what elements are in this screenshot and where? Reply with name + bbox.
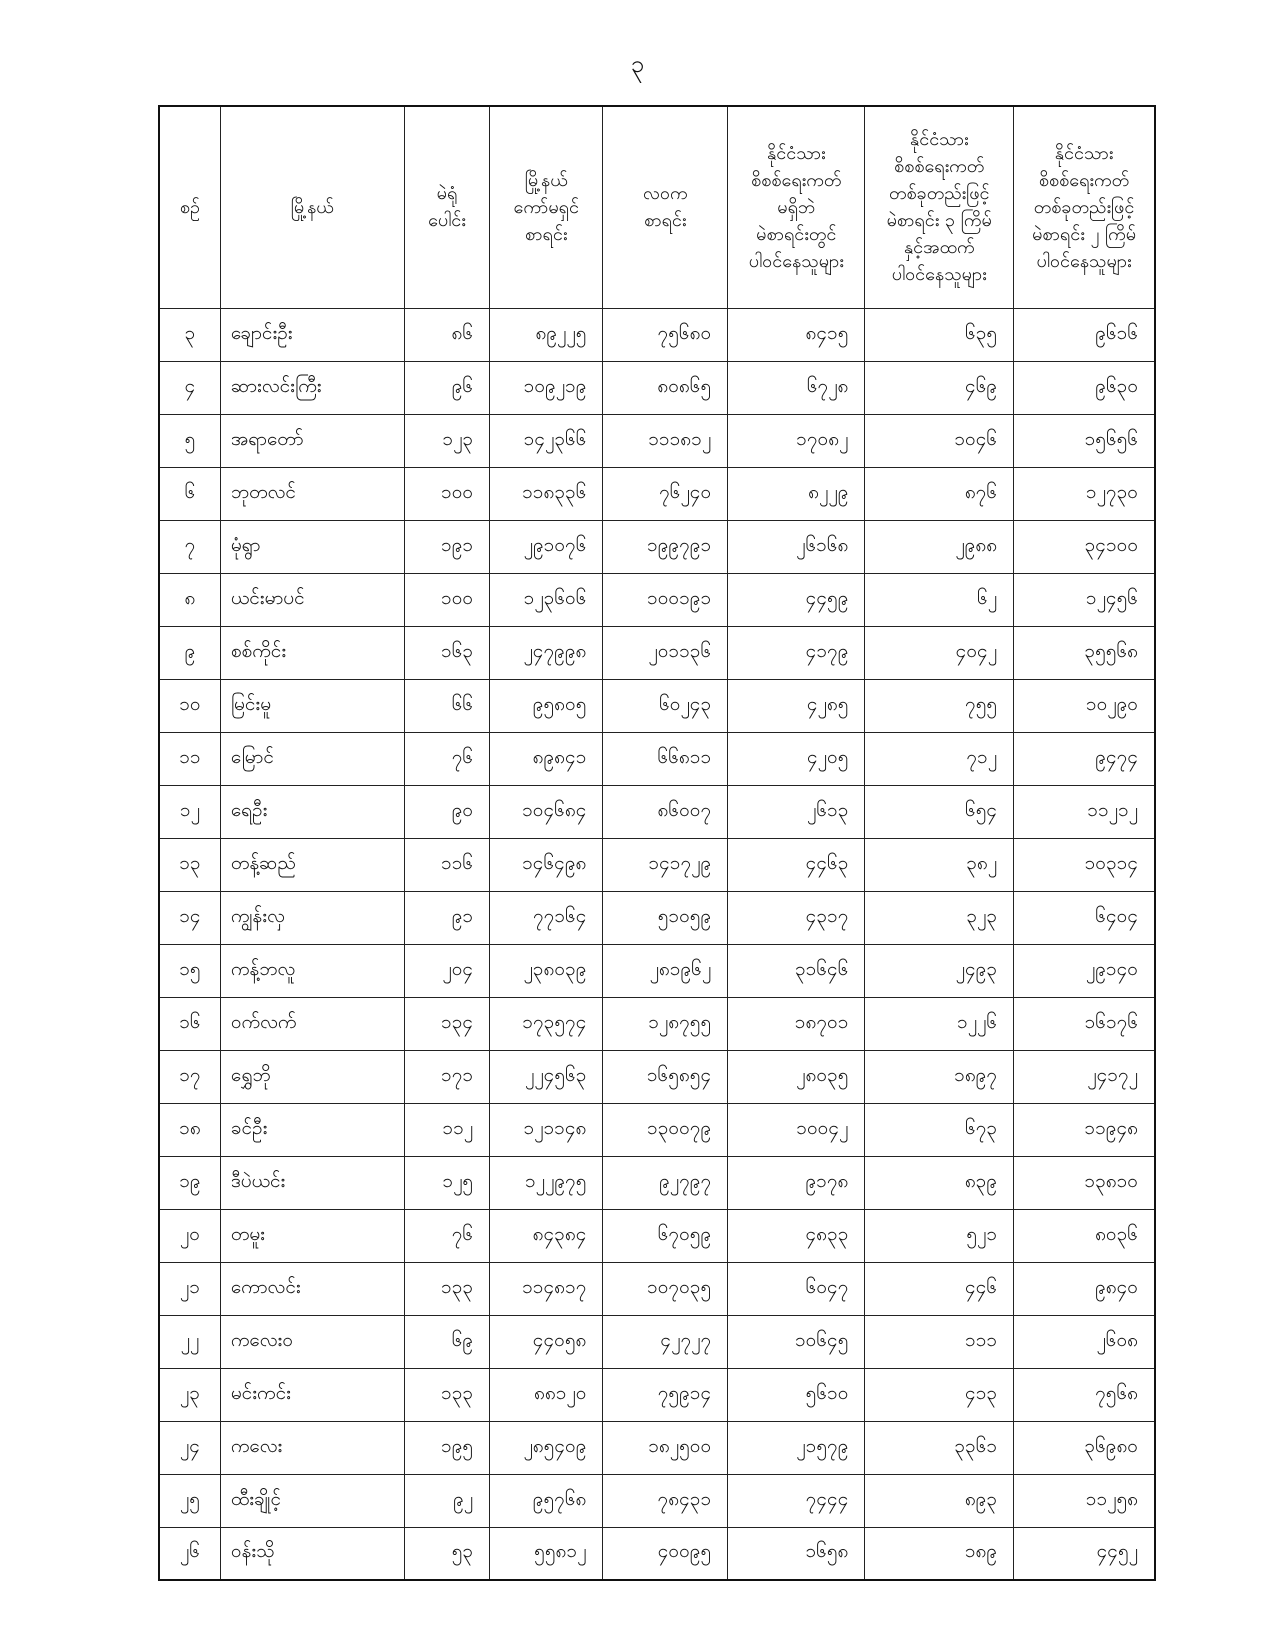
same-id-3plus-cell: ၄၄၆ — [865, 1262, 1014, 1315]
polling-stations-cell: ၁၃၄ — [404, 997, 489, 1050]
table-header-row — [159, 106, 1155, 308]
without-id-cell: ၈၄၁၅ — [728, 308, 865, 361]
same-id-3plus-cell: ၈၇၆ — [865, 467, 1014, 520]
township-cell: မြောင် — [220, 732, 404, 785]
same-id-3plus-cell: ၆၃၅ — [865, 308, 1014, 361]
table-body — [159, 308, 1155, 1580]
immigration-list-cell: ၇၅၆၈၀ — [603, 308, 728, 361]
serial-cell: ၂၂ — [159, 1315, 220, 1368]
township-cell: ကလေးဝ — [220, 1315, 404, 1368]
same-id-2x-cell: ၆၄၀၄ — [1014, 891, 1155, 944]
polling-stations-cell: ၁၂၃ — [404, 414, 489, 467]
commission-list-cell: ၁၂၁၁၄၈ — [490, 1103, 603, 1156]
same-id-2x-cell: ၁၁၉၄၈ — [1014, 1103, 1155, 1156]
serial-cell: ၁၀ — [159, 679, 220, 732]
township-cell: ကောလင်း — [220, 1262, 404, 1315]
township-cell: ကလေး — [220, 1421, 404, 1474]
without-id-cell: ၄၄၆၃ — [728, 838, 865, 891]
table-row — [159, 1156, 1155, 1209]
same-id-2x-cell: ၃၄၁၀၀ — [1014, 520, 1155, 573]
table-row — [159, 838, 1155, 891]
same-id-3plus-cell: ၃၂၃ — [865, 891, 1014, 944]
polling-stations-cell: ၁၂၅ — [404, 1156, 489, 1209]
immigration-list-cell: ၇၆၂၄၀ — [603, 467, 728, 520]
without-id-cell: ၆၇၂၈ — [728, 361, 865, 414]
without-id-cell: ၄၄၅၉ — [728, 573, 865, 626]
header-line: မရှိဘဲ — [777, 196, 816, 218]
header-line: တစ်ခုတည်းဖြင့် — [888, 183, 990, 205]
commission-list-cell: ၁၀၄၆၈၄ — [490, 785, 603, 838]
header-line: စိစစ်ရေးကတ် — [751, 169, 842, 191]
township-cell: ဆားလင်းကြီး — [220, 361, 404, 414]
township-cell: ရေဦး — [220, 785, 404, 838]
polling-stations-cell: ၇၆ — [404, 732, 489, 785]
header-line: မဲစာရင်းတွင် — [756, 223, 837, 245]
table-row — [159, 467, 1155, 520]
header-line: စိစစ်ရေးကတ် — [894, 156, 985, 178]
serial-cell: ၁၉ — [159, 1156, 220, 1209]
commission-list-cell: ၉၅၈၀၅ — [490, 679, 603, 732]
commission-list-cell: ၅၅၈၁၂ — [490, 1527, 603, 1580]
same-id-2x-cell: ၈၀၃၆ — [1014, 1209, 1155, 1262]
polling-stations-cell: ၉၂ — [404, 1474, 489, 1527]
same-id-3plus-cell: ၃၈၂ — [865, 838, 1014, 891]
serial-cell: ၁၄ — [159, 891, 220, 944]
commission-list-cell: ၁၇၃၅၇၄ — [490, 997, 603, 1050]
constituency-data-table — [158, 105, 1156, 1581]
commission-list-cell: ၂၃၈၀၃၉ — [490, 944, 603, 997]
township-cell: ဘုတလင် — [220, 467, 404, 520]
same-id-3plus-cell: ၆၇၃ — [865, 1103, 1014, 1156]
same-id-2x-cell: ၉၄၇၄ — [1014, 732, 1155, 785]
township-cell: ယင်းမာပင် — [220, 573, 404, 626]
without-id-cell: ၄၂၀၅ — [728, 732, 865, 785]
township-cell: ဝန်းသို — [220, 1527, 404, 1580]
commission-list-cell: ၈၄၃၈၄ — [490, 1209, 603, 1262]
same-id-3plus-cell: ၆၂ — [865, 573, 1014, 626]
same-id-2x-cell: ၁၅၆၅၆ — [1014, 414, 1155, 467]
col-immigration-list-header — [603, 106, 728, 308]
without-id-cell: ၁၀၆၄၅ — [728, 1315, 865, 1368]
same-id-3plus-cell: ၅၂၁ — [865, 1209, 1014, 1262]
commission-list-cell: ၁၀၉၂၁၉ — [490, 361, 603, 414]
without-id-cell: ၅၆၁၀ — [728, 1368, 865, 1421]
serial-cell: ၇ — [159, 520, 220, 573]
table-row — [159, 1103, 1155, 1156]
commission-list-cell: ၂၉၁၀၇၆ — [490, 520, 603, 573]
same-id-2x-cell: ၁၀၃၁၄ — [1014, 838, 1155, 891]
same-id-2x-cell: ၉၆၁၆ — [1014, 308, 1155, 361]
without-id-cell: ၄၈၃၃ — [728, 1209, 865, 1262]
same-id-2x-cell: ၂၆၀၈ — [1014, 1315, 1155, 1368]
commission-list-cell: ၇၇၁၆၄ — [490, 891, 603, 944]
table-row — [159, 997, 1155, 1050]
immigration-list-cell: ၈၆၀၀၇ — [603, 785, 728, 838]
col-polling-stations-header — [404, 106, 489, 308]
township-cell: ထီးချိုင့် — [220, 1474, 404, 1527]
header-line: လ၀က — [642, 183, 688, 205]
without-id-cell: ၄၂၈၅ — [728, 679, 865, 732]
immigration-list-cell: ၁၉၉၇၉၁ — [603, 520, 728, 573]
commission-list-cell: ၂၂၄၅၆၃ — [490, 1050, 603, 1103]
same-id-3plus-cell: ၄၁၃ — [865, 1368, 1014, 1421]
serial-cell: ၄ — [159, 361, 220, 414]
same-id-3plus-cell: ၆၅၄ — [865, 785, 1014, 838]
serial-cell: ၁၁ — [159, 732, 220, 785]
township-cell: အရာတော် — [220, 414, 404, 467]
serial-cell: ၁၅ — [159, 944, 220, 997]
header-line: စာရင်း — [644, 210, 687, 232]
same-id-2x-cell: ၄၄၅၂ — [1014, 1527, 1155, 1580]
immigration-list-cell: ၁၁၁၈၁၂ — [603, 414, 728, 467]
header-line: မြို့နယ် — [524, 169, 568, 191]
table-row — [159, 520, 1155, 573]
header-line: ကော်မရှင် — [513, 196, 579, 218]
immigration-list-cell: ၆၇၀၅၉ — [603, 1209, 728, 1262]
serial-cell: ၉ — [159, 626, 220, 679]
without-id-cell: ၂၁၅၇၉ — [728, 1421, 865, 1474]
polling-stations-cell: ၁၇၁ — [404, 1050, 489, 1103]
table-row — [159, 573, 1155, 626]
commission-list-cell: ၁၂၂၉၇၅ — [490, 1156, 603, 1209]
serial-cell: ၂၆ — [159, 1527, 220, 1580]
township-cell: မြင်းမူ — [220, 679, 404, 732]
immigration-list-cell: ၇၈၄၃၁ — [603, 1474, 728, 1527]
polling-stations-cell: ၆၆ — [404, 679, 489, 732]
table-row — [159, 308, 1155, 361]
without-id-cell: ၂၆၁၃ — [728, 785, 865, 838]
immigration-list-cell: ၉၂၇၉၇ — [603, 1156, 728, 1209]
polling-stations-cell: ၁၆၃ — [404, 626, 489, 679]
polling-stations-cell: ၁၀၀ — [404, 573, 489, 626]
immigration-list-cell: ၁၂၈၇၅၅ — [603, 997, 728, 1050]
polling-stations-cell: ၁၀၀ — [404, 467, 489, 520]
polling-stations-cell: ၉၆ — [404, 361, 489, 414]
same-id-3plus-cell: ၈၃၉ — [865, 1156, 1014, 1209]
polling-stations-cell: ၁၁၂ — [404, 1103, 489, 1156]
same-id-2x-cell: ၉၈၄၀ — [1014, 1262, 1155, 1315]
commission-list-cell: ၈၉၂၂၅ — [490, 308, 603, 361]
immigration-list-cell: ၁၈၂၅၀၀ — [603, 1421, 728, 1474]
without-id-cell: ၁၀၀၄၂ — [728, 1103, 865, 1156]
township-cell: ချောင်းဦး — [220, 308, 404, 361]
immigration-list-cell: ၄၂၇၂၇ — [603, 1315, 728, 1368]
township-cell: မင်းကင်း — [220, 1368, 404, 1421]
serial-cell: ၁၈ — [159, 1103, 220, 1156]
same-id-2x-cell: ၁၁၂၅၈ — [1014, 1474, 1155, 1527]
serial-cell: ၆ — [159, 467, 220, 520]
table-row — [159, 1209, 1155, 1262]
same-id-3plus-cell: ၄၆၉ — [865, 361, 1014, 414]
without-id-cell: ၇၄၄၄ — [728, 1474, 865, 1527]
col-without-id-header — [728, 106, 865, 308]
township-cell: ကျွန်းလှ — [220, 891, 404, 944]
commission-list-cell: ၁၁၄၈၁၇ — [490, 1262, 603, 1315]
immigration-list-cell: ၄၀၀၉၅ — [603, 1527, 728, 1580]
header-line: တစ်ခုတည်းဖြင့် — [1033, 196, 1135, 218]
table-row — [159, 732, 1155, 785]
header-line: စာရင်း — [525, 223, 568, 245]
without-id-cell: ၄၁၇၉ — [728, 626, 865, 679]
polling-stations-cell: ၇၆ — [404, 1209, 489, 1262]
col-township-header — [220, 106, 404, 308]
same-id-3plus-cell: ၇၅၅ — [865, 679, 1014, 732]
polling-stations-cell: ၁၁၆ — [404, 838, 489, 891]
immigration-list-cell: ၁၀၇၀၃၅ — [603, 1262, 728, 1315]
immigration-list-cell: ၁၀၀၁၉၁ — [603, 573, 728, 626]
without-id-cell: ၃၁၆၄၆ — [728, 944, 865, 997]
polling-stations-cell: ၉၁ — [404, 891, 489, 944]
without-id-cell: ၈၂၂၉ — [728, 467, 865, 520]
col-township-commission-list-header — [490, 106, 603, 308]
township-cell: ခင်ဦး — [220, 1103, 404, 1156]
page-number: ၃ — [630, 50, 645, 78]
polling-stations-cell: ၈၆ — [404, 308, 489, 361]
immigration-list-cell: ၈၀၈၆၅ — [603, 361, 728, 414]
serial-cell: ၂၅ — [159, 1474, 220, 1527]
immigration-list-cell: ၁၃၀၀၇၉ — [603, 1103, 728, 1156]
same-id-2x-cell: ၁၆၁၇၆ — [1014, 997, 1155, 1050]
table-row — [159, 1474, 1155, 1527]
without-id-cell: ၄၃၁၇ — [728, 891, 865, 944]
polling-stations-cell: ၁၃၃ — [404, 1262, 489, 1315]
same-id-3plus-cell: ၁၈၉ — [865, 1527, 1014, 1580]
col-same-id-2x-header — [1014, 106, 1155, 308]
same-id-3plus-cell: ၁၂၂၆ — [865, 997, 1014, 1050]
polling-stations-cell: ၁၉၅ — [404, 1421, 489, 1474]
polling-stations-cell: ၉၀ — [404, 785, 489, 838]
township-cell: မုံရွာ — [220, 520, 404, 573]
table-row — [159, 1527, 1155, 1580]
same-id-2x-cell: ၂၉၁၄၀ — [1014, 944, 1155, 997]
township-cell: ဝက်လက် — [220, 997, 404, 1050]
same-id-3plus-cell: ၃၃၆၁ — [865, 1421, 1014, 1474]
same-id-2x-cell: ၉၆၃၀ — [1014, 361, 1155, 414]
col-same-id-3plus-header — [865, 106, 1014, 308]
commission-list-cell: ၂၈၅၄၀၉ — [490, 1421, 603, 1474]
same-id-2x-cell: ၃၆၉၈၀ — [1014, 1421, 1155, 1474]
commission-list-cell: ၁၄၆၄၉၈ — [490, 838, 603, 891]
immigration-list-cell: ၂၈၁၉၆၂ — [603, 944, 728, 997]
same-id-2x-cell: ၁၃၈၁၀ — [1014, 1156, 1155, 1209]
township-cell: တမူး — [220, 1209, 404, 1262]
header-line: ပေါင်း — [428, 210, 466, 232]
township-cell: ဒီပဲယင်း — [220, 1156, 404, 1209]
without-id-cell: ၁၇၀၈၂ — [728, 414, 865, 467]
header-line: ပါဝင်နေသူများ — [1036, 250, 1132, 272]
immigration-list-cell: ၅၁၀၅၉ — [603, 891, 728, 944]
table-row — [159, 414, 1155, 467]
township-cell: စစ်ကိုင်း — [220, 626, 404, 679]
polling-stations-cell: ၆၉ — [404, 1315, 489, 1368]
same-id-2x-cell: ၁၂၄၅၆ — [1014, 573, 1155, 626]
same-id-2x-cell: ၂၄၁၇၂ — [1014, 1050, 1155, 1103]
township-cell: တန့်ဆည် — [220, 838, 404, 891]
commission-list-cell: ၉၅၇၆၈ — [490, 1474, 603, 1527]
serial-cell: ၁၆ — [159, 997, 220, 1050]
without-id-cell: ၂၈၀၃၅ — [728, 1050, 865, 1103]
serial-cell: ၁၇ — [159, 1050, 220, 1103]
commission-list-cell: ၁၁၈၃၃၆ — [490, 467, 603, 520]
commission-list-cell: ၈၉၈၄၁ — [490, 732, 603, 785]
header-line: နိုင်ငံသား — [909, 129, 969, 151]
same-id-2x-cell: ၁၂၇၃၀ — [1014, 467, 1155, 520]
polling-stations-cell: ၂၀၄ — [404, 944, 489, 997]
immigration-list-cell: ၆၆၈၁၁ — [603, 732, 728, 785]
immigration-list-cell: ၇၅၉၁၄ — [603, 1368, 728, 1421]
serial-cell: ၁၂ — [159, 785, 220, 838]
without-id-cell: ၉၁၇၈ — [728, 1156, 865, 1209]
commission-list-cell: ၁၄၂၃၆၆ — [490, 414, 603, 467]
table-row — [159, 891, 1155, 944]
serial-cell: ၈ — [159, 573, 220, 626]
same-id-3plus-cell: ၇၁၂ — [865, 732, 1014, 785]
township-cell: ရွှေဘို — [220, 1050, 404, 1103]
table-row — [159, 1262, 1155, 1315]
same-id-3plus-cell: ၁၀၄၆ — [865, 414, 1014, 467]
without-id-cell: ၆၀၄၇ — [728, 1262, 865, 1315]
immigration-list-cell: ၁၄၁၇၂၉ — [603, 838, 728, 891]
header-line: ပါဝင်နေသူများ — [748, 250, 844, 272]
table-row — [159, 785, 1155, 838]
serial-cell: ၅ — [159, 414, 220, 467]
same-id-2x-cell: ၁၁၂၁၂ — [1014, 785, 1155, 838]
polling-stations-cell: ၅၃ — [404, 1527, 489, 1580]
without-id-cell: ၁၆၅၈ — [728, 1527, 865, 1580]
table-row — [159, 361, 1155, 414]
table-row — [159, 1368, 1155, 1421]
serial-cell: ၂၁ — [159, 1262, 220, 1315]
same-id-3plus-cell: ၁၈၉၇ — [865, 1050, 1014, 1103]
without-id-cell: ၁၈၇၀၁ — [728, 997, 865, 1050]
header-line: မဲစာရင်း ၂ ကြိမ် — [1032, 223, 1136, 245]
table-row — [159, 1315, 1155, 1368]
same-id-3plus-cell: ၂၄၉၃ — [865, 944, 1014, 997]
table-row — [159, 626, 1155, 679]
immigration-list-cell: ၂၀၁၁၃၆ — [603, 626, 728, 679]
township-cell: ကန့်ဘလူ — [220, 944, 404, 997]
header-line: မဲရုံ — [436, 183, 458, 205]
serial-cell: ၃ — [159, 308, 220, 361]
same-id-3plus-cell: ၄၀၄၂ — [865, 626, 1014, 679]
header-line: စိစစ်ရေးကတ် — [1038, 169, 1130, 191]
same-id-2x-cell: ၇၅၆၈ — [1014, 1368, 1155, 1421]
header-line: စဉ် — [179, 196, 200, 218]
col-serial-header — [159, 106, 220, 308]
commission-list-cell: ၄၄၀၅၈ — [490, 1315, 603, 1368]
same-id-3plus-cell: ၈၉၃ — [865, 1474, 1014, 1527]
same-id-2x-cell: ၁၀၂၉၀ — [1014, 679, 1155, 732]
header-line: ပါဝင်နေသူများ — [891, 264, 987, 286]
polling-stations-cell: ၁၃၃ — [404, 1368, 489, 1421]
without-id-cell: ၂၆၁၆၈ — [728, 520, 865, 573]
immigration-list-cell: ၁၆၅၈၅၄ — [603, 1050, 728, 1103]
header-line: နှင့်အထက် — [903, 237, 975, 259]
commission-list-cell: ၁၂၃၆၀၆ — [490, 573, 603, 626]
commission-list-cell: ၈၈၁၂၀ — [490, 1368, 603, 1421]
table-row — [159, 1421, 1155, 1474]
header-line: မဲစာရင်း ၃ ကြိမ် — [886, 210, 992, 232]
immigration-list-cell: ၆၀၂၄၃ — [603, 679, 728, 732]
same-id-3plus-cell: ၂၉၈၈ — [865, 520, 1014, 573]
serial-cell: ၂၃ — [159, 1368, 220, 1421]
same-id-2x-cell: ၃၅၅၆၈ — [1014, 626, 1155, 679]
table-row — [159, 679, 1155, 732]
serial-cell: ၂၀ — [159, 1209, 220, 1262]
serial-cell: ၂၄ — [159, 1421, 220, 1474]
commission-list-cell: ၂၄၇၉၉၈ — [490, 626, 603, 679]
table-row — [159, 1050, 1155, 1103]
polling-stations-cell: ၁၉၁ — [404, 520, 489, 573]
same-id-3plus-cell: ၁၁၁ — [865, 1315, 1014, 1368]
header-line: နိုင်ငံသား — [1054, 142, 1114, 164]
header-line: နိုင်ငံသား — [766, 142, 826, 164]
table-row — [159, 944, 1155, 997]
header-line: မြို့နယ် — [290, 196, 334, 218]
serial-cell: ၁၃ — [159, 838, 220, 891]
